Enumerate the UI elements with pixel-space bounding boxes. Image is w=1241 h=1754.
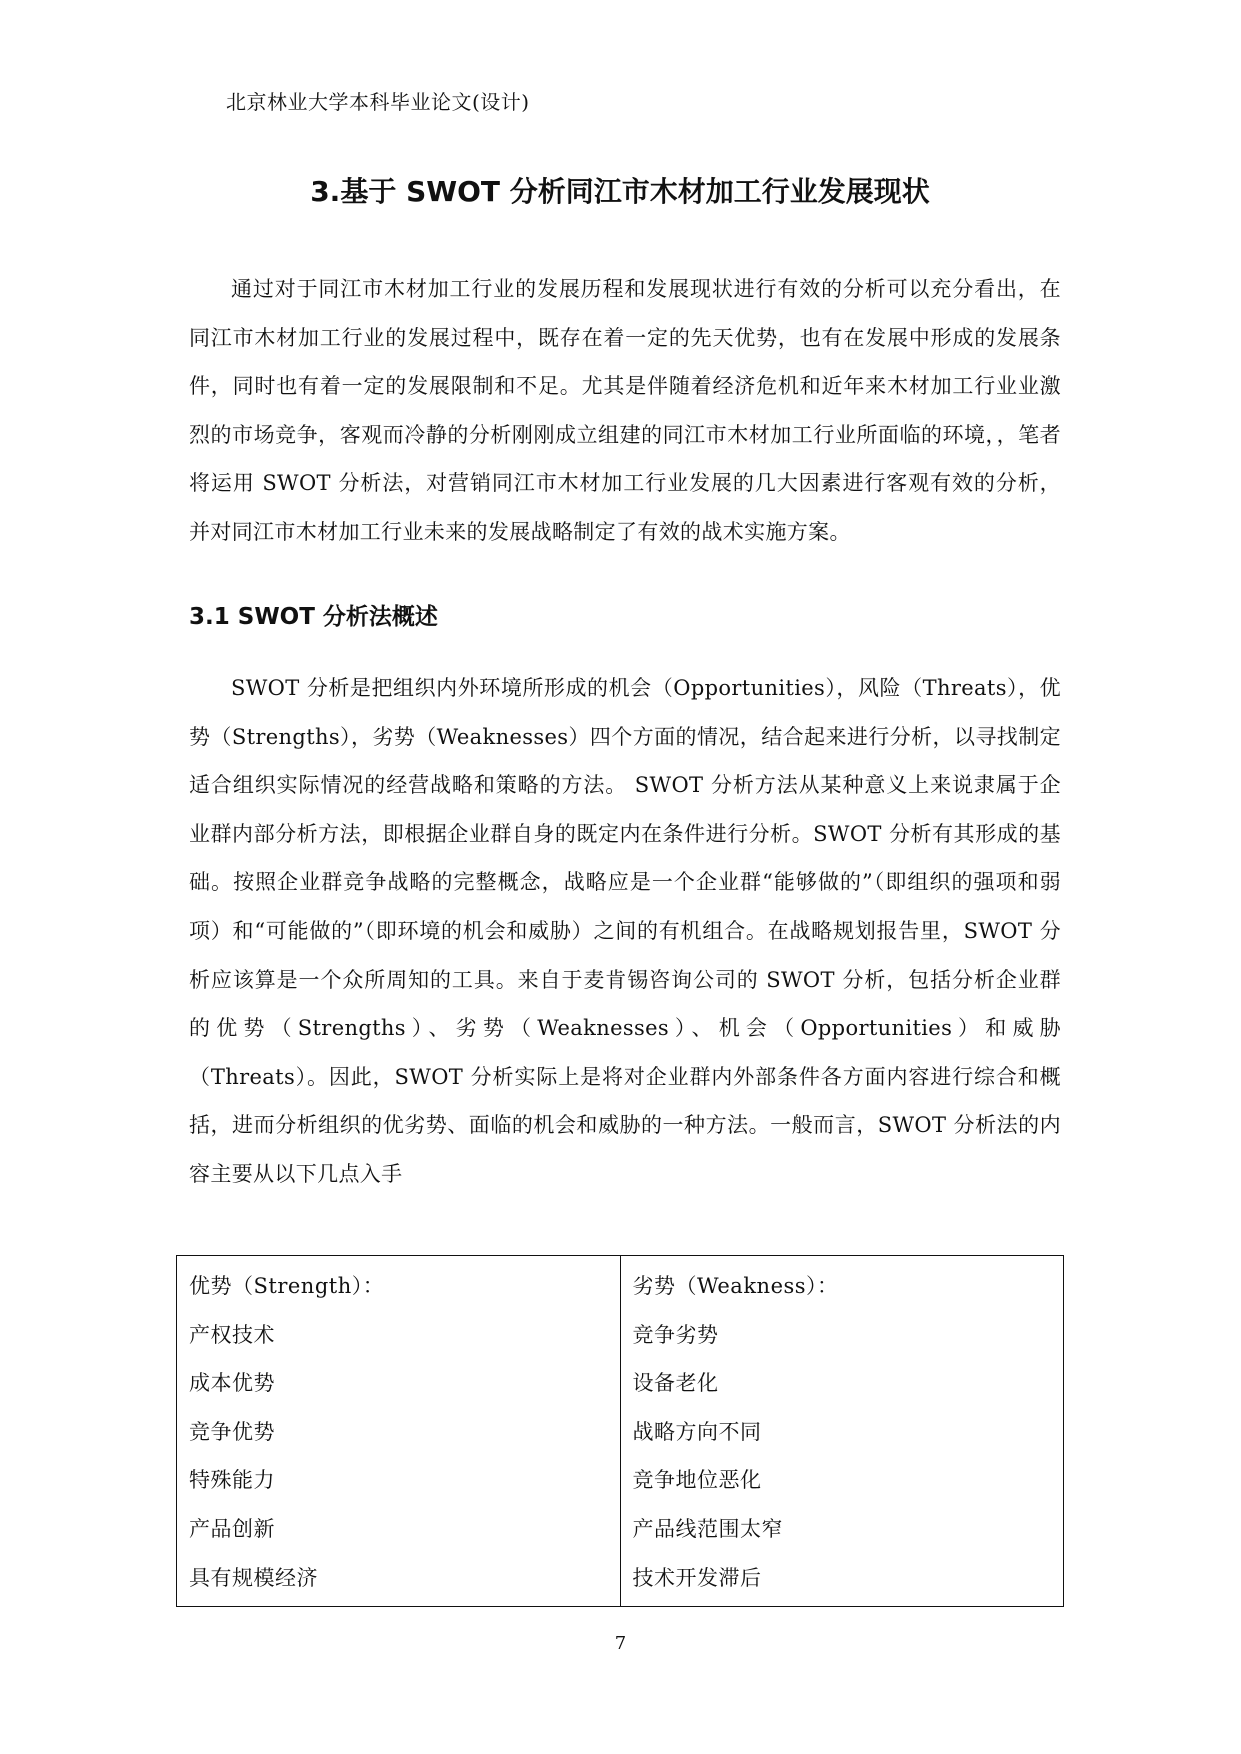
strength-item: 特殊能力 (189, 1468, 275, 1493)
swot-table (176, 1255, 1064, 1607)
chapter-title: 3.基于 SWOT 分析同江市木材加工行业发展现状 (310, 175, 930, 208)
running-header: 北京林业大学本科毕业论文(设计) (226, 90, 530, 114)
page-number: 7 (614, 1633, 627, 1654)
swot-overview-paragraph: SWOT 分析是把组织内外环境所形成的机会（Opportunities），风险（Threats），优势（Strengths），劣势（Weaknesses）四个方面的情况，结合起来进行分析，以寻找制定适合组织实际情况的经营战略和策略的方法。 SWOT 分析方法从某种意义上来说隶属于企业群内部分析方法，即根据企业群自身的既定内在条件进行分析。SWOT 分析有其形成的基础。按照企业群竞争战略的完整概念，战略应是一个企业群“能够做的”（即组织的强项和弱项）和“可能做的”（即环境的机会和威胁）之间的有机组合。在战略规划报告里，SWOT 分析应该算是一个众所周知的工具。来自于麦肯锡咨询公司的 SWOT 分析，包括分析企业群的优势（Strengths）、劣势（Weaknesses）、机会（Opportunities）和威胁（Threats）。因此，SWOT 分析实际上是将对企业群内外部条件各方面内容进行综合和概括，进而分析组织的优劣势、面临的机会和威胁的一种方法。一般而言，SWOT 分析法的内容主要从以下几点入手 (189, 676, 1061, 1186)
weakness-item: 竞争劣势 (632, 1322, 719, 1347)
strengths-cell (177, 1256, 621, 1607)
strength-item: 具有规模经济 (189, 1565, 318, 1590)
strength-item: 产权技术 (189, 1322, 275, 1347)
weakness-item: 技术开发滞后 (632, 1565, 762, 1590)
intro-paragraph: 通过对于同江市木材加工行业的发展历程和发展现状进行有效的分析可以充分看出，在同江市木材加工行业的发展过程中，既存在着一定的先天优势，也有在发展中形成的发展条件，同时也有着一定的发展限制和不足。尤其是伴随着经济危机和近年来木材加工行业业激烈的市场竞争，客观而冷静的分析刚刚成立组建的同江市木材加工行业所面临的环境，，笔者将运用 SWOT 分析法，对营销同江市木材加工行业发展的几大因素进行客观有效的分析，并对同江市木材加工行业未来的发展战略制定了有效的战术实施方案。 (189, 277, 1061, 544)
weakness-item: 竞争地位恶化 (632, 1468, 762, 1493)
weakness-item: 产品线范围太窄 (632, 1516, 783, 1541)
strengths-header: 优势（Strength）： (189, 1274, 385, 1298)
section-heading: 3.1 SWOT 分析法概述 (189, 604, 438, 630)
weakness-item: 设备老化 (632, 1371, 719, 1396)
strength-item: 成本优势 (189, 1371, 275, 1396)
weakness-item: 战略方向不同 (632, 1419, 762, 1444)
weaknesses-cell (620, 1256, 1064, 1607)
weaknesses-header: 劣势（Weakness）： (632, 1274, 839, 1298)
strength-item: 产品创新 (189, 1516, 275, 1541)
strength-item: 竞争优势 (189, 1419, 275, 1444)
